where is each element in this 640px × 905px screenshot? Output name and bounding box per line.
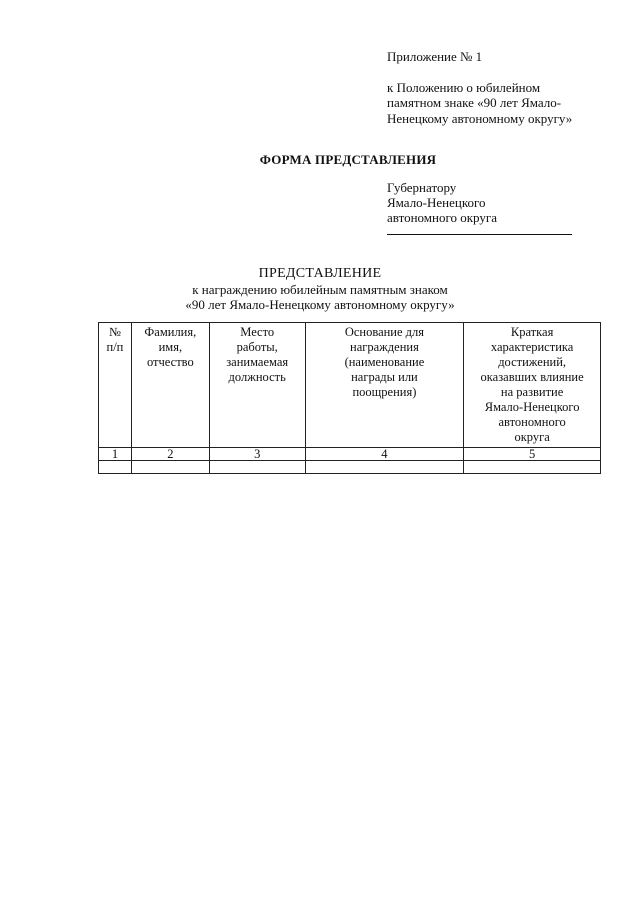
header-line: округа (514, 430, 550, 444)
header-line: работы, (236, 340, 278, 354)
signature-line (387, 234, 572, 235)
document-subtitle-1: к награждению юбилейным памятным знаком (192, 282, 448, 297)
header-line: Основание для (344, 325, 425, 339)
header-line: на развитие (500, 385, 564, 399)
empty-cell (464, 461, 601, 474)
header-line: автономного (498, 415, 566, 429)
column-number-1: 1 (99, 448, 132, 461)
appendix-line-2: памятном знаке «90 лет Ямало- (387, 95, 562, 110)
header-cell-basis (305, 323, 464, 448)
column-number-5: 5 (464, 448, 601, 461)
addressee-block (387, 180, 497, 225)
header-line: п/п (106, 340, 124, 354)
table-header-row (99, 323, 601, 448)
header-line: № (108, 325, 121, 339)
appendix-label: Приложение № 1 (387, 49, 483, 64)
nomination-table (98, 322, 601, 474)
form-title-text: ФОРМА ПРЕДСТАВЛЕНИЯ (259, 152, 437, 167)
appendix-line-3: Ненецкому автономному округу» (387, 110, 573, 126)
column-number-2: 2 (131, 448, 209, 461)
header-line: поощрения) (352, 385, 417, 399)
header-line: занимаемая (226, 355, 289, 369)
appendix-block (387, 49, 572, 126)
header-line: Краткая (510, 325, 554, 339)
header-cell-fullname (131, 323, 209, 448)
empty-cell (131, 461, 209, 474)
empty-cell (209, 461, 305, 474)
header-line: отчество (146, 355, 194, 369)
table-number-row (99, 448, 601, 461)
column-number-3: 3 (209, 448, 305, 461)
header-line: Место (240, 325, 275, 339)
appendix-line-1: к Положению о юбилейном (387, 79, 541, 95)
document-title: ПРЕДСТАВЛЕНИЕ (258, 266, 382, 281)
empty-cell (305, 461, 464, 474)
document-subtitle-2: «90 лет Ямало-Ненецкому автономному округу» (185, 297, 455, 312)
addressee-line-2: Ямало-Ненецкого (387, 195, 486, 210)
header-line: должность (228, 370, 286, 384)
addressee-line-1: Губернатору (387, 180, 457, 195)
addressee-line-3: автономного округа (387, 210, 497, 225)
form-title (0, 152, 640, 168)
header-cell-achievements (464, 323, 601, 448)
header-line: Фамилия, (144, 325, 197, 339)
header-line: оказавших влияние (480, 370, 584, 384)
header-line: (наименование (344, 355, 425, 369)
header-line: достижений, (498, 355, 567, 369)
header-cell-workplace (209, 323, 305, 448)
table-empty-row (99, 461, 601, 474)
header-line: награждения (350, 340, 419, 354)
header-line: имя, (158, 340, 183, 354)
header-line: характеристика (490, 340, 574, 354)
header-line: награды или (351, 370, 418, 384)
header-cell-number (99, 323, 132, 448)
header-line: Ямало-Ненецкого (484, 400, 580, 414)
column-number-4: 4 (305, 448, 464, 461)
empty-cell (99, 461, 132, 474)
